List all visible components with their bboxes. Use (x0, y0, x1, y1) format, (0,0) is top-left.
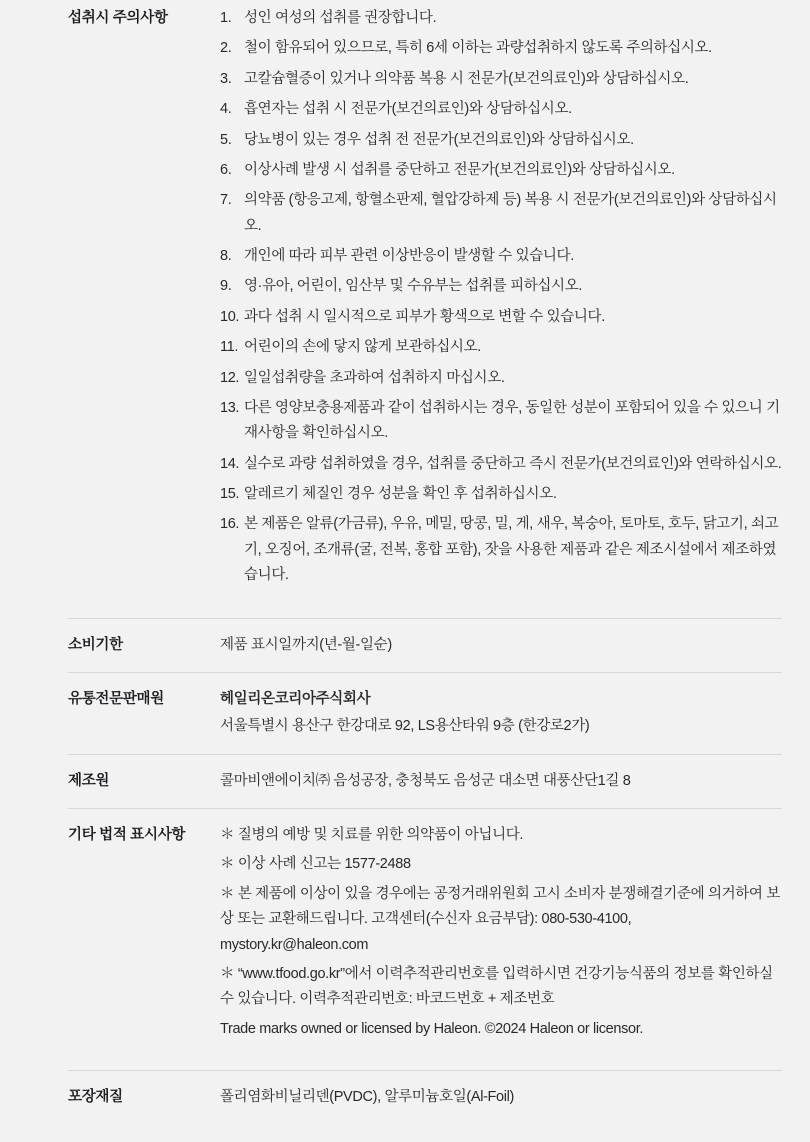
list-item (220, 67, 782, 92)
list-item-text: 어린이의 손에 닿지 않게 보관하십시오. (244, 339, 481, 356)
legal-line: ＊ 본 제품에 이상이 있을 경우에는 공정거래위원회 고시 소비자 분쟁해결기준에 의거하여 보상 또는 교환해드립니다. 고객센터(수신자 요금부담): 080-530-4100, mystory.kr@haleon.com (220, 885, 780, 953)
section-expiry (0, 619, 810, 672)
list-item (220, 158, 782, 183)
list-item (220, 128, 782, 153)
list-item (220, 188, 782, 239)
section-label: 기타 법적 표시사항 (68, 827, 186, 843)
section-line: 제품 표시일까지(년-월-일순) (220, 636, 392, 653)
list-item-number: 5. (220, 131, 232, 148)
manufacturer-info: 콜마비앤에이치㈜ 음성공장, 충청북도 음성군 대소면 대풍산단1길 8 (220, 772, 631, 789)
section-label: 유통전문판매원 (68, 690, 164, 707)
list-item-number: 3. (220, 70, 232, 87)
list-item-number: 6. (220, 161, 232, 178)
list-item (220, 244, 782, 269)
list-item-text: 일일섭취량을 초과하여 섭취하지 마십시오. (244, 369, 505, 386)
legal-line: ＊ “www.tfood.go.kr”에서 이력추적관리번호를 입력하시면 건강기능식품의 정보를 확인하실 수 있습니다. 이력추적관리번호: 바코드번호 + 제조번호 (220, 965, 773, 1008)
spacer (220, 1046, 782, 1056)
list-item-number: 16. (220, 516, 240, 533)
list-item-text: 다른 영양보충용제품과 같이 섭취하시는 경우, 동일한 성분이 포함되어 있을 수 있으니 기재사항을 확인하십시오. (244, 399, 780, 442)
list-item-number: 12. (220, 369, 240, 386)
list-item-number: 8. (220, 248, 232, 264)
list-item (220, 335, 782, 360)
list-item-text: 의약품 (항응고제, 항혈소판제, 혈압강하제 등) 복용 시 전문가(보건의료인)와 상담하십시오. (244, 192, 777, 234)
section-packaging-material (0, 1071, 810, 1124)
list-item-text: 당뇨병이 있는 경우 섭취 전 전문가(보건의료인)와 상담하십시오. (244, 131, 634, 148)
section-label: 포장재질 (68, 1089, 123, 1105)
packaging-material-value: 폴리염화비닐리덴(PVDC), 알루미늄호일(Al-Foil) (220, 1089, 514, 1105)
distributor-address: 서울특별시 용산구 한강대로 92, LS용산타워 9층 (한강로2가) (220, 718, 590, 735)
list-item-number: 9. (220, 278, 232, 295)
list-item (220, 97, 782, 122)
list-item (220, 274, 782, 299)
list-item-number: 2. (220, 40, 232, 57)
section-legal-notices (0, 809, 810, 1070)
section-manufacturer (0, 755, 810, 808)
section-content (220, 6, 782, 604)
list-item-number: 15. (220, 486, 240, 502)
list-item-text: 이상사례 발생 시 섭취를 중단하고 전문가(보건의료인)와 상담하십시오. (244, 161, 675, 178)
list-item (220, 6, 782, 31)
list-item-text: 성인 여성의 섭취를 권장합니다. (244, 10, 437, 26)
list-item (220, 482, 782, 507)
list-item-text: 철이 함유되어 있으므로, 특히 6세 이하는 과량섭취하지 않도록 주의하십시오. (244, 40, 712, 57)
legal-trademark-line: Trade marks owned or licensed by Haleon. ©2024 Haleon or licensor. (220, 1020, 644, 1037)
list-item-number: 11. (220, 339, 239, 356)
list-item-number: 7. (220, 192, 232, 209)
list-item-text: 고칼슘혈증이 있거나 의약품 복용 시 전문가(보건의료인)와 상담하십시오. (244, 70, 689, 87)
bottom-spacer (0, 1124, 810, 1142)
list-item (220, 305, 782, 330)
section-content (220, 769, 782, 794)
list-item-number: 1. (220, 10, 232, 26)
section-content (220, 1085, 782, 1110)
section-content (220, 823, 782, 1056)
distributor-name: 헤일리온코리아주식회사 (220, 690, 371, 707)
section-content (220, 687, 782, 740)
legal-line: ＊ 질병의 예방 및 치료를 위한 의약품이 아닙니다. (220, 827, 524, 843)
list-item-number: 10. (220, 308, 240, 325)
precautions-list (220, 6, 782, 589)
list-item-text: 본 제품은 알류(가금류), 우유, 메밀, 땅콩, 밀, 게, 새우, 복숭아, 토마토, 호두, 닭고기, 쇠고기, 오징어, 조개류(굴, 전복, 홍합 포함), 잣을 사용한 제품과 같은 제조시설에서 제조하였습니다. (244, 516, 779, 584)
section-label: 소비기한 (68, 636, 123, 653)
list-item (220, 366, 782, 391)
list-item-number: 14. (220, 455, 240, 472)
list-item-text: 흡연자는 섭취 시 전문가(보건의료인)와 상담하십시오. (244, 101, 572, 118)
spacer (220, 594, 782, 604)
list-item-text: 영·유아, 어린이, 임산부 및 수유부는 섭취를 피하십시오. (244, 278, 583, 295)
list-item-text: 과다 섭취 시 일시적으로 피부가 황색으로 변할 수 있습니다. (244, 308, 605, 325)
section-distributor (0, 673, 810, 754)
list-item-number: 4. (220, 101, 232, 118)
list-item-text: 알레르기 체질인 경우 성분을 확인 후 섭취하십시오. (244, 486, 557, 502)
list-item (220, 512, 782, 588)
list-item-number: 13. (220, 399, 240, 416)
list-item (220, 452, 782, 477)
section-content (220, 633, 782, 658)
section-label: 제조원 (68, 772, 110, 789)
list-item (220, 36, 782, 61)
list-item-text: 실수로 과량 섭취하였을 경우, 섭취를 중단하고 즉시 전문가(보건의료인)와 연락하십시오. (244, 455, 782, 472)
legal-line: ＊ 이상 사례 신고는 1577-2488 (220, 856, 411, 873)
list-item-text: 개인에 따라 피부 관련 이상반응이 발생할 수 있습니다. (244, 248, 574, 264)
list-item (220, 396, 782, 447)
section-label: 섭취시 주의사항 (68, 10, 168, 26)
